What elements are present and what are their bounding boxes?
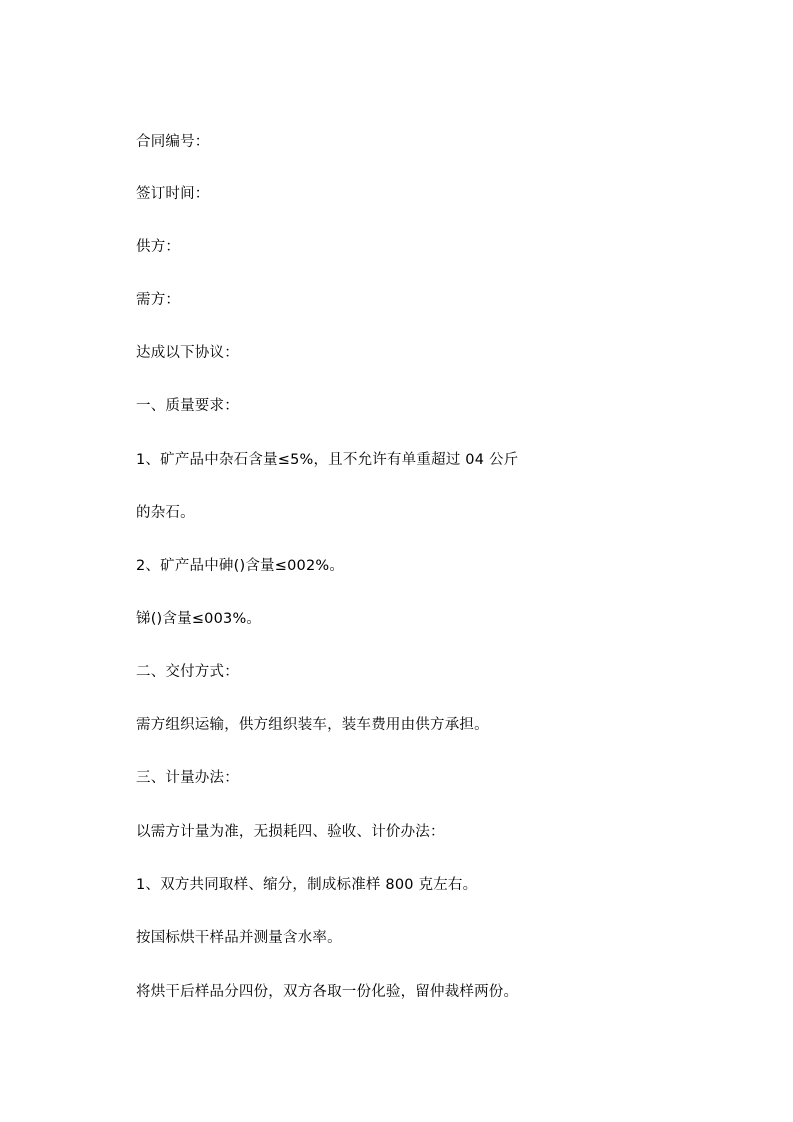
section-delivery-heading: 二、交付方式： bbox=[136, 664, 239, 680]
section-measurement-heading: 三、计量办法： bbox=[136, 770, 239, 786]
quality-clause-2: 2、矿产品中砷()含量≤002%。 bbox=[136, 558, 345, 574]
agreement-intro: 达成以下协议： bbox=[136, 345, 239, 361]
inspection-clause-1: 1、双方共同取样、缩分，制成标准样 800 克左右。 bbox=[136, 877, 478, 893]
supplier-label: 供方： bbox=[136, 239, 181, 255]
quality-clause-2-antimony: 锑()含量≤003%。 bbox=[136, 611, 262, 627]
delivery-clause: 需方组织运输，供方组织装车，装车费用由供方承担。 bbox=[136, 717, 489, 733]
quality-clause-1: 1、矿产品中杂石含量≤5%，且不允许有单重超过 04 公斤 bbox=[136, 452, 519, 468]
inspection-drying-clause: 按国标烘干样品并测量含水率。 bbox=[136, 930, 342, 946]
quality-clause-1-continued: 的杂石。 bbox=[136, 505, 195, 521]
contract-number-label: 合同编号： bbox=[136, 134, 210, 150]
signing-date-label: 签订时间： bbox=[136, 186, 210, 202]
measurement-clause: 以需方计量为准，无损耗四、验收、计价办法： bbox=[136, 824, 445, 840]
inspection-sample-clause: 将烘干后样品分四份，双方各取一份化验，留仲裁样两份。 bbox=[136, 984, 519, 1000]
section-quality-heading: 一、质量要求： bbox=[136, 398, 239, 414]
buyer-label: 需方： bbox=[136, 292, 181, 308]
